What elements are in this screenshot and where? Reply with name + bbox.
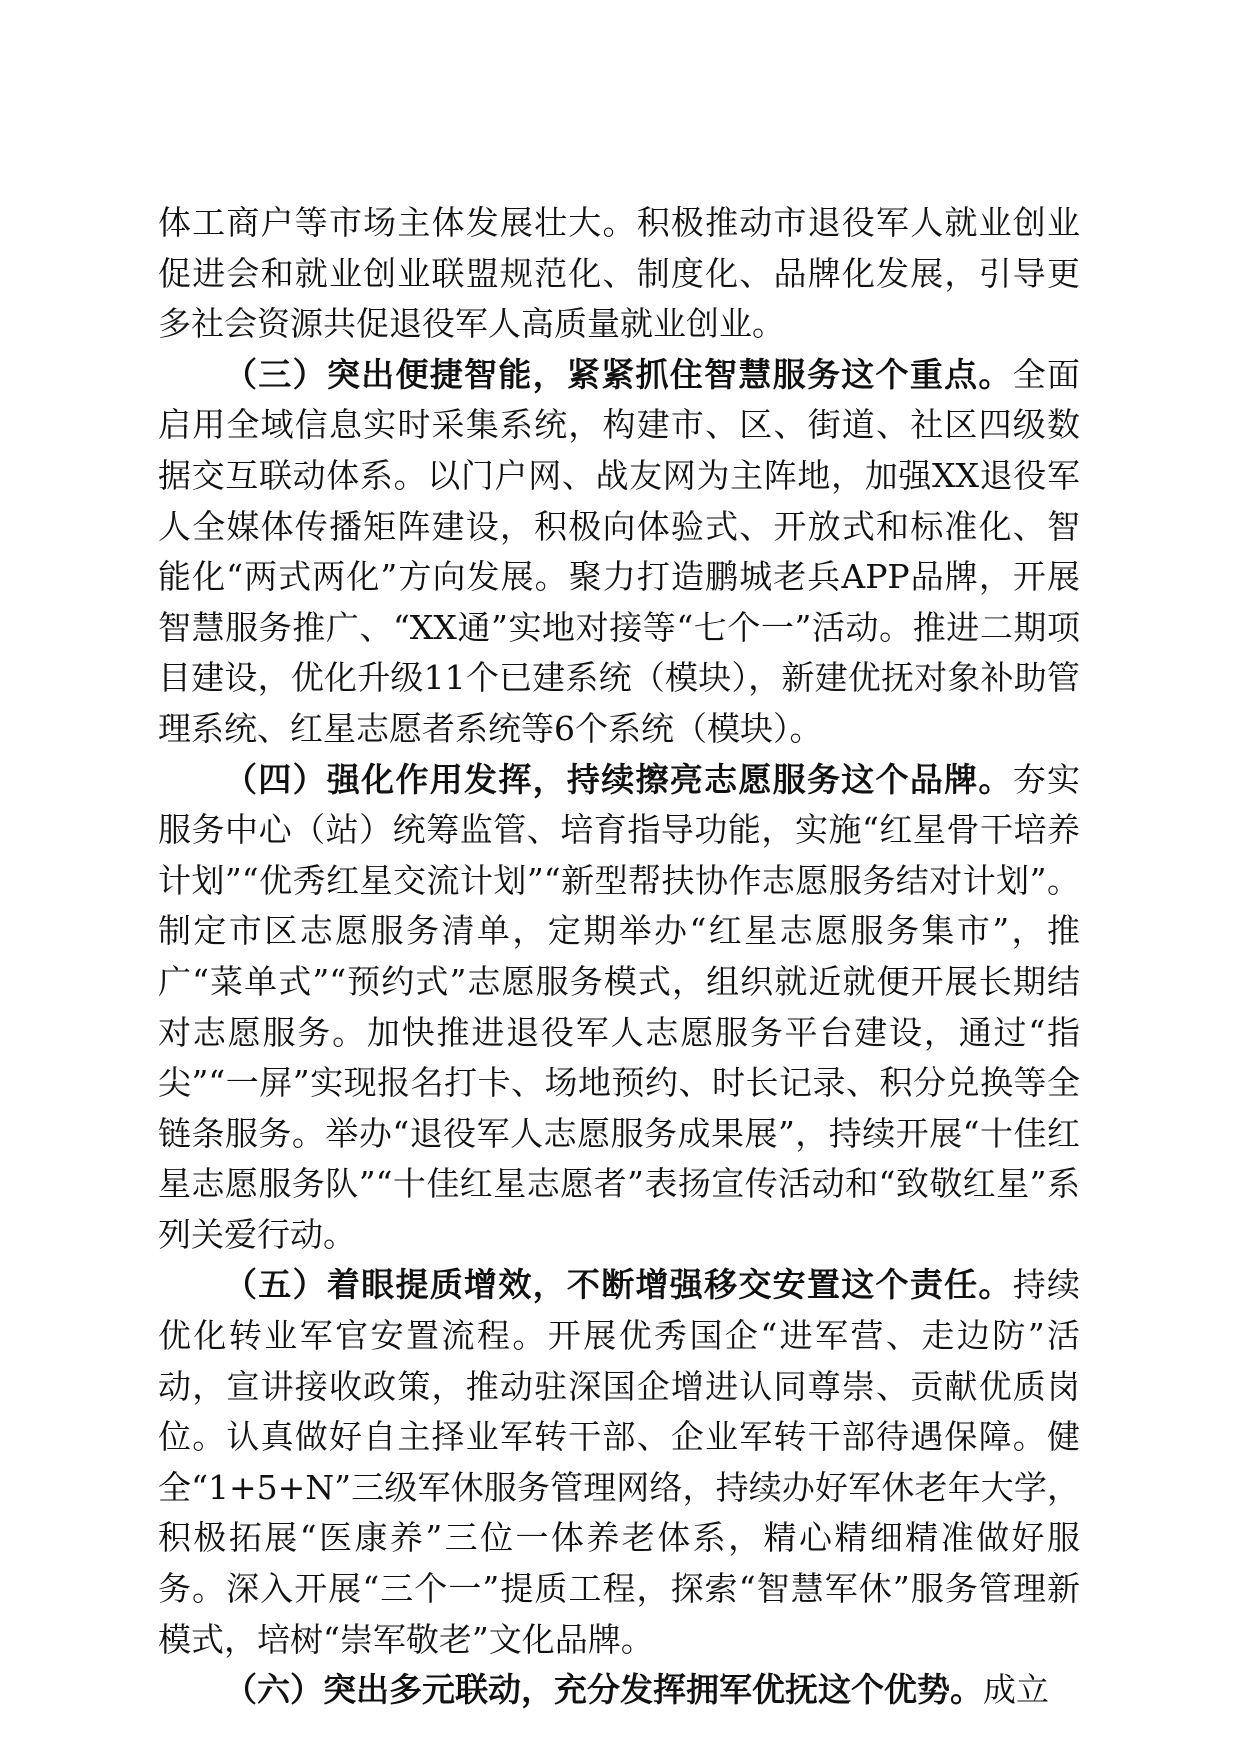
paragraph-military-support: [158, 1665, 1080, 1716]
paragraph-smart-services: [158, 350, 1080, 755]
paragraph-body: 持续优化转业军官安置流程。开展优秀国企“进军营、走边防”活动，宣讲接收政策，推动驻深国企增进认同尊崇、贡献优质岗位。认真做好自主择业军转干部、企业军转干部待遇保障。健全“1+5+N”三级军休服务管理网络，持续办好军休老年大学，积极拓展“医康养”三位一体养老体系，精心精细精准做好服务。深入开展“三个一”提质工程，探索“智慧军休”服务管理新模式，培树“崇军敬老”文化品牌。: [158, 1265, 1081, 1659]
document-page: [158, 198, 1080, 1716]
paragraph-volunteer-services: [158, 755, 1080, 1261]
paragraph-transfer-placement: [158, 1260, 1080, 1665]
section-heading: （五）着眼提质增效，不断增强移交安置这个责任。: [224, 1265, 1013, 1305]
section-heading: （六）突出多元联动，充分发挥拥军优抚这个优势。: [224, 1670, 983, 1710]
section-heading: （四）强化作用发挥，持续擦亮志愿服务这个品牌。: [224, 759, 1013, 799]
paragraph-body: 夯实服务中心（站）统筹监管、培育指导功能，实施“红星骨干培养计划”“优秀红星交流计划”“新型帮扶协作志愿服务结对计划”。制定市区志愿服务清单，定期举办“红星志愿服务集市”，推广“菜单式”“预约式”志愿服务模式，组织就近就便开展长期结对志愿服务。加快推进退役军人志愿服务平台建设，通过“指尖”“一屏”实现报名打卡、场地预约、时长记录、积分兑换等全链条服务。举办“退役军人志愿服务成果展”，持续开展“十佳红星志愿服务队”“十佳红星志愿者”表扬宣传活动和“致敬红星”系列关爱行动。: [158, 759, 1081, 1254]
paragraph-body: 成立: [983, 1670, 1049, 1710]
paragraph-continuation: [158, 198, 1080, 350]
paragraph-body: 体工商户等市场主体发展壮大。积极推动市退役军人就业创业促进会和就业创业联盟规范化、制度化、品牌化发展，引导更多社会资源共促退役军人高质量就业创业。: [158, 203, 1080, 344]
paragraph-body: 全面启用全域信息实时采集系统，构建市、区、街道、社区四级数据交互联动体系。以门户网、战友网为主阵地，加强XX退役军人全媒体传播矩阵建设，积极向体验式、开放式和标准化、智能化“两式两化”方向发展。聚力打造鹏城老兵APP品牌，开展智慧服务推广、“XX通”实地对接等“七个一”活动。推进二期项目建设，优化升级11个已建系统（模块），新建优抚对象补助管理系统、红星志愿者系统等6个系统（模块）。: [158, 354, 1081, 748]
section-heading: （三）突出便捷智能，紧紧抓住智慧服务这个重点。: [224, 354, 1013, 394]
